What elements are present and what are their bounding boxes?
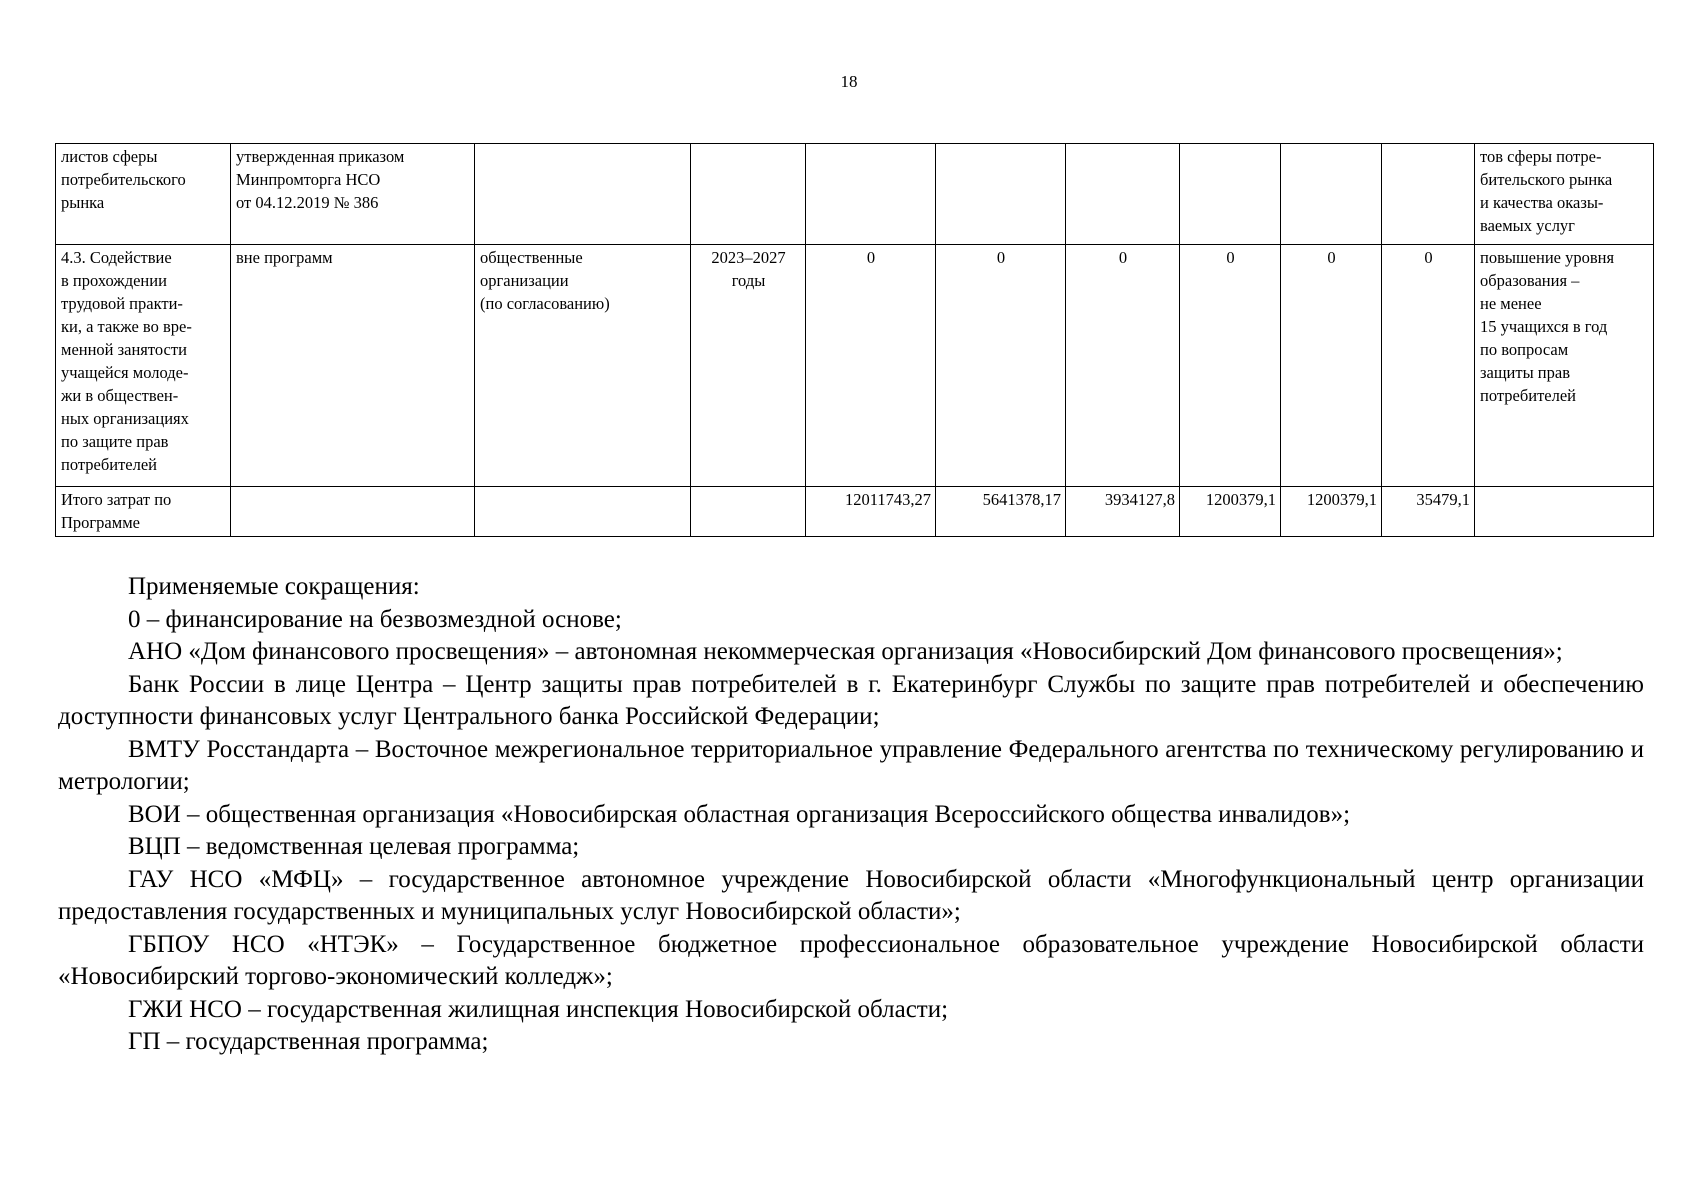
table-cell: 12011743,27: [806, 487, 936, 537]
abbreviation-item: Банк России в лице Центра – Центр защиты прав потребителей в г. Екатеринбург Службы по защите прав потребителей и обеспечению доступности финансовых услуг Центрального банка Российской Федерации;: [58, 670, 1644, 730]
table-cell: [1180, 144, 1281, 245]
table-cell: [691, 144, 806, 245]
table-cell: [1281, 144, 1382, 245]
table-cell: 2023–2027 годы: [691, 245, 806, 487]
table-cell: 0: [936, 245, 1066, 487]
table-cell: [475, 144, 691, 245]
table-cell: [936, 144, 1066, 245]
abbreviation-item: ГБПОУ НСО «НТЭК» – Государственное бюджетное профессиональное образовательное учреждение Новосибирской области «Новосибирский торгово-экономический колледж»;: [58, 930, 1644, 990]
abbreviation-item: ВМТУ Росстандарта – Восточное межрегиональное территориальное управление Федерального агентства по техническому регулированию и метрологии;: [58, 735, 1644, 795]
table-cell: 4.3. Содействие в прохождении трудовой практи- ки, а также во вре- менной занятости учащейся молоде- жи в обществен- ных организациях по защите прав потребителей: [56, 245, 231, 487]
table-cell: 0: [1066, 245, 1180, 487]
abbreviation-item: ВОИ – общественная организация «Новосибирская областная организация Всероссийского общества инвалидов»;: [128, 800, 1351, 828]
table-cell: 1200379,1: [1180, 487, 1281, 537]
table-cell: [1066, 144, 1180, 245]
table-cell: Итого затрат по Программе: [56, 487, 231, 537]
table-row: [56, 144, 1654, 245]
table-cell: [806, 144, 936, 245]
abbreviation-item: 0 – финансирование на безвозмездной основе;: [128, 605, 622, 633]
table-cell: [475, 487, 691, 537]
abbreviation-item: АНО «Дом финансового просвещения» – автономная некоммерческая организация «Новосибирский Дом финансового просвещения»;: [128, 638, 1563, 665]
table-cell: [1475, 487, 1654, 537]
table-cell: 0: [1382, 245, 1475, 487]
table-cell: 0: [806, 245, 936, 487]
abbreviation-item: ГАУ НСО «МФЦ» – государственное автономное учреждение Новосибирской области «Многофункциональный центр организации предоставления государственных и муниципальных услуг Новосибирской области»;: [58, 865, 1644, 925]
abbreviation-item: ГЖИ НСО – государственная жилищная инспекция Новосибирской области;: [128, 995, 949, 1023]
table-cell: утвержденная приказом Минпромторга НСО от 04.12.2019 № 386: [231, 144, 475, 245]
abbreviations-section: [58, 571, 1644, 1059]
table-row: [56, 245, 1654, 487]
table-cell: 3934127,8: [1066, 487, 1180, 537]
table-cell: 5641378,17: [936, 487, 1066, 537]
table-cell: 0: [1281, 245, 1382, 487]
program-activities-table: [55, 143, 1654, 537]
table-cell: [1382, 144, 1475, 245]
table-cell: [691, 487, 806, 537]
abbreviation-item: ВЦП – ведомственная целевая программа;: [128, 833, 580, 860]
table-row: [56, 487, 1654, 537]
abbreviations-heading: Применяемые сокращения:: [128, 573, 420, 600]
table-cell: 35479,1: [1382, 487, 1475, 537]
table-cell: общественные организации (по согласованию): [475, 245, 691, 487]
table-cell: 0: [1180, 245, 1281, 487]
table-cell: [231, 487, 475, 537]
table-cell: вне программ: [231, 245, 475, 487]
table-cell: тов сферы потре- бительского рынка и качества оказы- ваемых услуг: [1475, 144, 1654, 245]
table-cell: листов сферы потребительского рынка: [56, 144, 231, 245]
table-cell: повышение уровня образования – не менее 15 учащихся в год по вопросам защиты прав потребителей: [1475, 245, 1654, 487]
page-number: 18: [840, 72, 858, 91]
table-cell: 1200379,1: [1281, 487, 1382, 537]
abbreviation-item: ГП – государственная программа;: [128, 1028, 489, 1055]
